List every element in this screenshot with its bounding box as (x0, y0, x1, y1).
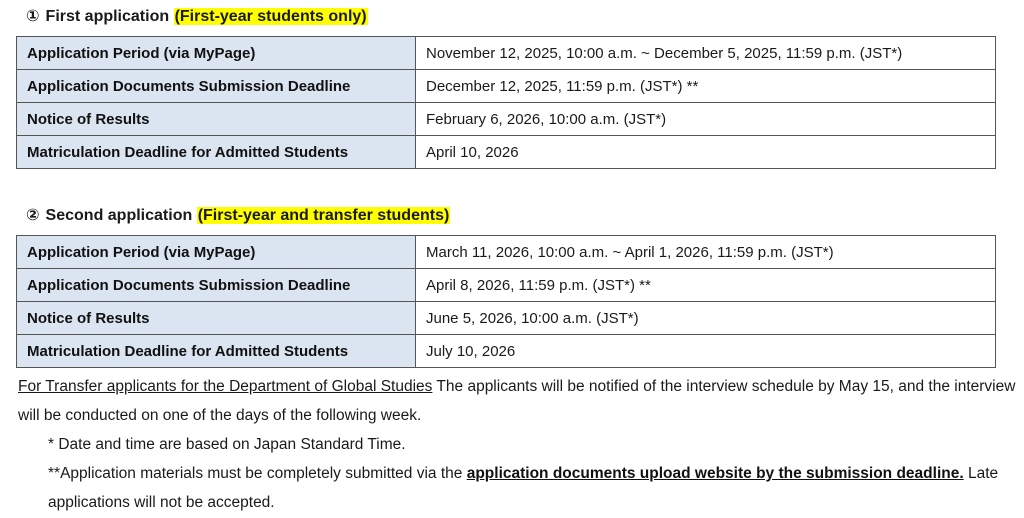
table-row (17, 103, 996, 136)
table-row (17, 269, 996, 302)
row-label: Notice of Results (17, 103, 416, 136)
row-label: Application Period (via MyPage) (17, 37, 416, 70)
row-value: April 10, 2026 (416, 136, 996, 169)
row-value: March 11, 2026, 10:00 a.m. ~ April 1, 2026, 11:59 p.m. (JST*) (416, 236, 996, 269)
circled-two-number: ② (26, 207, 40, 224)
row-value: June 5, 2026, 10:00 a.m. (JST*) (416, 302, 996, 335)
row-label: Application Period (via MyPage) (17, 236, 416, 269)
second-application-heading (26, 205, 450, 227)
row-value: November 12, 2025, 10:00 a.m. ~ December 5, 2025, 11:59 p.m. (JST*) (416, 37, 996, 70)
circled-one-number: ① (26, 8, 40, 25)
first-application-title: First application (45, 8, 170, 25)
second-application-schedule-table (16, 235, 996, 368)
table-row (17, 236, 996, 269)
row-value: February 6, 2026, 10:00 a.m. (JST*) (416, 103, 996, 136)
row-label: Matriculation Deadline for Admitted Students (17, 136, 416, 169)
first-application-eligibility: (First-year students only) (174, 8, 367, 25)
row-label: Application Documents Submission Deadline (17, 70, 416, 103)
table-row (17, 335, 996, 368)
upload-website-link[interactable]: application documents upload website by the submission deadline. (466, 465, 964, 482)
first-application-schedule-table (16, 36, 996, 169)
materials-footnote (48, 459, 1008, 517)
transfer-note-text: The applicants will be notified of the interview schedule by May 15, and the interview will be conducted on one of the days of the following week. (18, 378, 1016, 424)
row-label: Application Documents Submission Deadline (17, 269, 416, 302)
table-row (17, 136, 996, 169)
row-label: Notice of Results (17, 302, 416, 335)
table-row (17, 302, 996, 335)
row-value: December 12, 2025, 11:59 p.m. (JST*) ** (416, 70, 996, 103)
row-value: April 8, 2026, 11:59 p.m. (JST*) ** (416, 269, 996, 302)
second-application-title: Second application (45, 207, 193, 224)
row-value: July 10, 2026 (416, 335, 996, 368)
table-row (17, 70, 996, 103)
table-row (17, 37, 996, 70)
transfer-applicants-link[interactable]: For Transfer applicants for the Department of Global Studies (18, 378, 433, 395)
second-application-eligibility: (First-year and transfer students) (197, 207, 450, 224)
transfer-applicants-note (18, 372, 1018, 430)
first-application-heading (26, 6, 368, 28)
row-label: Matriculation Deadline for Admitted Students (17, 335, 416, 368)
materials-footnote-suffix: Late applications will not be accepted. (48, 465, 999, 511)
materials-footnote-prefix: **Application materials must be completely submitted via the (48, 465, 467, 482)
jst-footnote: * Date and time are based on Japan Standard Time. (48, 436, 406, 453)
